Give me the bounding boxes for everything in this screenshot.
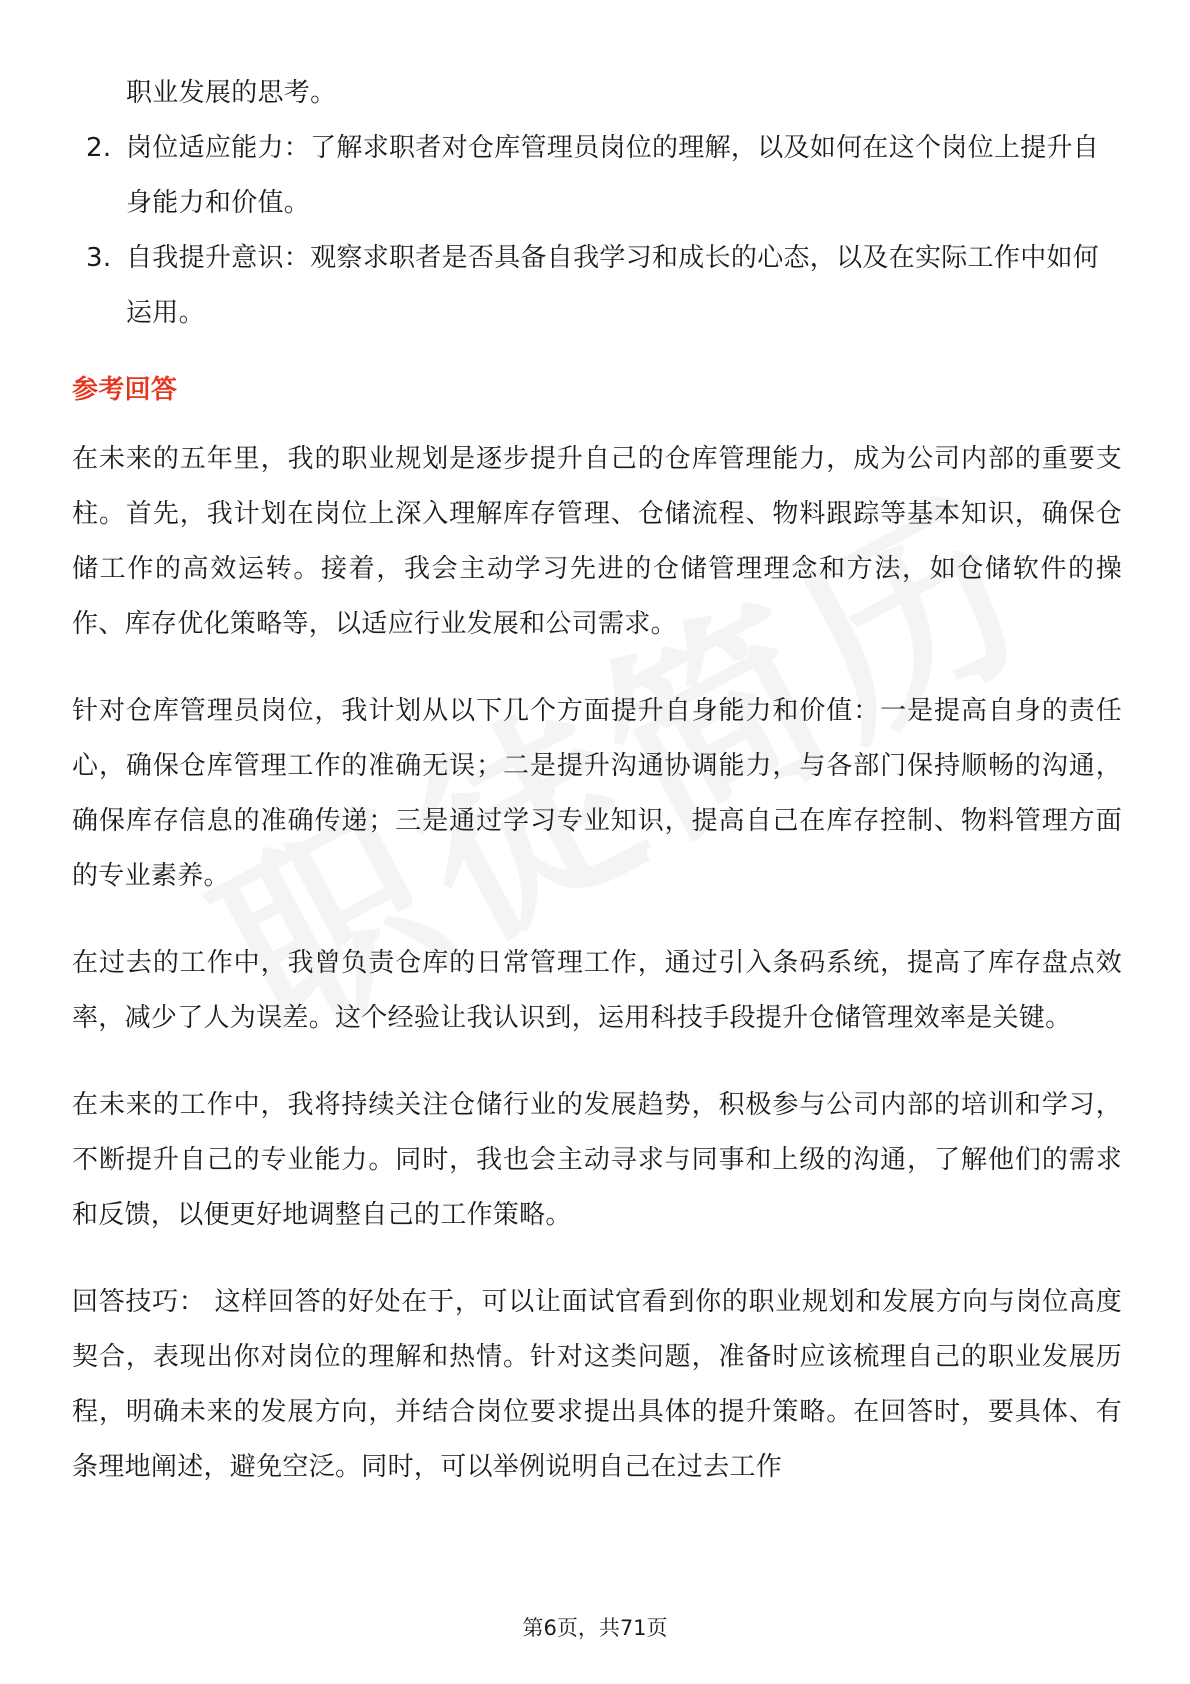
section-heading: 参考回答 xyxy=(72,375,178,405)
page-content xyxy=(72,66,1122,1495)
page-number-footer: 第6页，共71页 xyxy=(522,1616,668,1640)
list-item xyxy=(72,231,1122,341)
list-item-text: 自我提升意识：观察求职者是否具备自我学习和成长的心态，以及在实际工作中如何运用。 xyxy=(126,243,1100,328)
answer-tips-paragraph: 回答技巧： 这样回答的好处在于，可以让面试官看到你的职业规划和发展方向与岗位高度契合，表现出你对岗位的理解和热情。针对这类问题，准备时应该梳理自己的职业发展历程，明确未来的发展方向，并结合岗位要求提出具体的提升策略。在回答时，要具体、有条理地阐述，避免空泛。同时，可以举例说明自己在过去工作 xyxy=(72,1287,1122,1482)
intro-continuation: 职业发展的思考。 xyxy=(126,78,337,108)
list-item-number: 2. xyxy=(86,133,112,163)
list-item-text: 岗位适应能力：了解求职者对仓库管理员岗位的理解，以及如何在这个岗位上提升自身能力和价值。 xyxy=(126,133,1100,218)
answer-paragraph: 在过去的工作中，我曾负责仓库的日常管理工作，通过引入条码系统，提高了库存盘点效率，减少了人为误差。这个经验让我认识到，运用科技手段提升仓储管理效率是关键。 xyxy=(72,948,1122,1033)
list-item xyxy=(72,121,1122,231)
answer-paragraph: 在未来的工作中，我将持续关注仓储行业的发展趋势，积极参与公司内部的培训和学习，不断提升自己的专业能力。同时，我也会主动寻求与同事和上级的沟通，了解他们的需求和反馈，以便更好地调整自己的工作策略。 xyxy=(72,1090,1122,1230)
evaluation-points-list xyxy=(72,121,1122,341)
list-item-number: 3. xyxy=(86,243,112,273)
answer-paragraph: 针对仓库管理员岗位，我计划从以下几个方面提升自身能力和价值：一是提高自身的责任心，确保仓库管理工作的准确无误；二是提升沟通协调能力，与各部门保持顺畅的沟通，确保库存信息的准确传递；三是通过学习专业知识，提高自己在库存控制、物料管理方面的专业素养。 xyxy=(72,696,1122,891)
answer-paragraph: 在未来的五年里，我的职业规划是逐步提升自己的仓库管理能力，成为公司内部的重要支柱。首先，我计划在岗位上深入理解库存管理、仓储流程、物料跟踪等基本知识，确保仓储工作的高效运转。接着，我会主动学习先进的仓储管理理念和方法，如仓储软件的操作、库存优化策略等，以适应行业发展和公司需求。 xyxy=(72,444,1122,639)
